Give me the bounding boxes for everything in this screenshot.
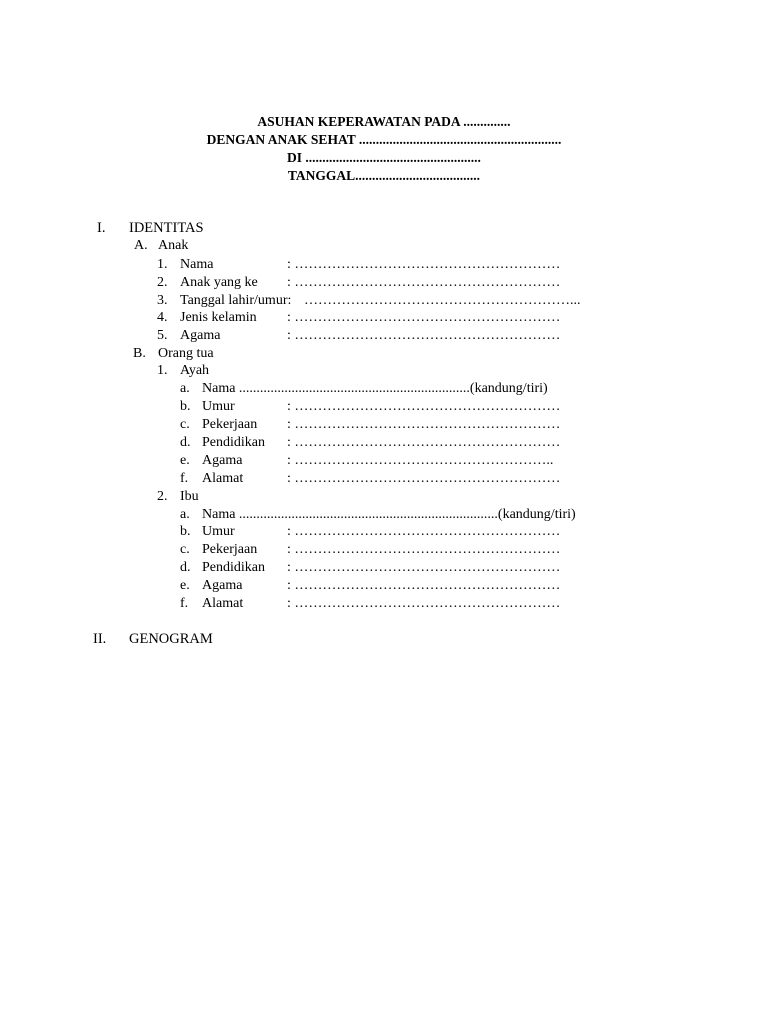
field-label: Alamat — [202, 471, 244, 486]
section-numeral: I. — [97, 220, 106, 236]
doc-title-line3: DI .................................................... — [287, 150, 481, 165]
field-nama-line[interactable]: Nama ..................................................................(kandung/tiri) — [202, 381, 548, 396]
field-label: Pekerjaan — [202, 417, 258, 432]
item-letter: b. — [180, 399, 191, 414]
item-letter: d. — [180, 560, 191, 575]
field-blank[interactable]: : ………………………………………………… — [287, 399, 561, 414]
field-blank[interactable]: : ……………………………………………….. — [287, 453, 554, 468]
item-letter: c. — [180, 542, 190, 557]
field-label: Tanggal lahir/umur: — [180, 293, 292, 308]
section-title: GENOGRAM — [129, 631, 213, 647]
item-number: 1. — [157, 363, 168, 378]
field-blank[interactable]: …………………………………………………... — [304, 293, 581, 308]
parent-label: Ibu — [180, 489, 199, 504]
field-label: Nama — [180, 257, 214, 272]
field-label: Agama — [180, 328, 221, 343]
subsection-title: Anak — [158, 238, 189, 253]
field-blank[interactable]: : ………………………………………………… — [287, 560, 561, 575]
field-blank[interactable]: : ………………………………………………… — [287, 275, 561, 290]
field-blank[interactable]: : ………………………………………………… — [287, 310, 561, 325]
item-letter: f. — [180, 471, 189, 486]
field-label: Pekerjaan — [202, 542, 258, 557]
field-nama-line[interactable]: Nama ..........................................................................(kandung/tiri) — [202, 507, 576, 522]
field-label: Alamat — [202, 596, 244, 611]
item-number: 3. — [157, 293, 168, 308]
item-letter: e. — [180, 578, 190, 593]
item-letter: f. — [180, 596, 189, 611]
item-number: 2. — [157, 489, 168, 504]
field-label: Pendidikan — [202, 435, 265, 450]
parent-label: Ayah — [180, 363, 210, 378]
item-letter: a. — [180, 381, 190, 396]
item-letter: d. — [180, 435, 191, 450]
item-number: 5. — [157, 328, 168, 343]
doc-title-line2: DENGAN ANAK SEHAT ............................................................ — [206, 132, 562, 147]
item-letter: a. — [180, 507, 190, 522]
subsection-marker: A. — [134, 238, 148, 253]
field-blank[interactable]: : ………………………………………………… — [287, 435, 561, 450]
subsection-title: Orang tua — [158, 346, 214, 361]
field-label: Pendidikan — [202, 560, 265, 575]
field-blank[interactable]: : ………………………………………………… — [287, 471, 561, 486]
field-label: Agama — [202, 453, 243, 468]
field-label: Umur — [202, 399, 235, 414]
field-blank[interactable]: : ………………………………………………… — [287, 257, 561, 272]
field-label: Umur — [202, 524, 235, 539]
field-blank[interactable]: : ………………………………………………… — [287, 542, 561, 557]
item-letter: c. — [180, 417, 190, 432]
field-blank[interactable]: : ………………………………………………… — [287, 596, 561, 611]
item-letter: e. — [180, 453, 190, 468]
field-blank[interactable]: : ………………………………………………… — [287, 524, 561, 539]
doc-title-line1: ASUHAN KEPERAWATAN PADA .............. — [257, 114, 511, 129]
field-blank[interactable]: : ………………………………………………… — [287, 578, 561, 593]
item-number: 4. — [157, 310, 168, 325]
field-blank[interactable]: : ………………………………………………… — [287, 417, 561, 432]
field-label: Agama — [202, 578, 243, 593]
field-label: Jenis kelamin — [180, 310, 257, 325]
item-letter: b. — [180, 524, 191, 539]
section-title: IDENTITAS — [129, 220, 204, 236]
section-numeral: II. — [93, 631, 107, 647]
subsection-marker: B. — [133, 346, 146, 361]
field-blank[interactable]: : ………………………………………………… — [287, 328, 561, 343]
item-number: 1. — [157, 257, 168, 272]
field-label: Anak yang ke — [180, 275, 258, 290]
item-number: 2. — [157, 275, 168, 290]
doc-title-line4: TANGGAL..................................... — [287, 168, 481, 183]
